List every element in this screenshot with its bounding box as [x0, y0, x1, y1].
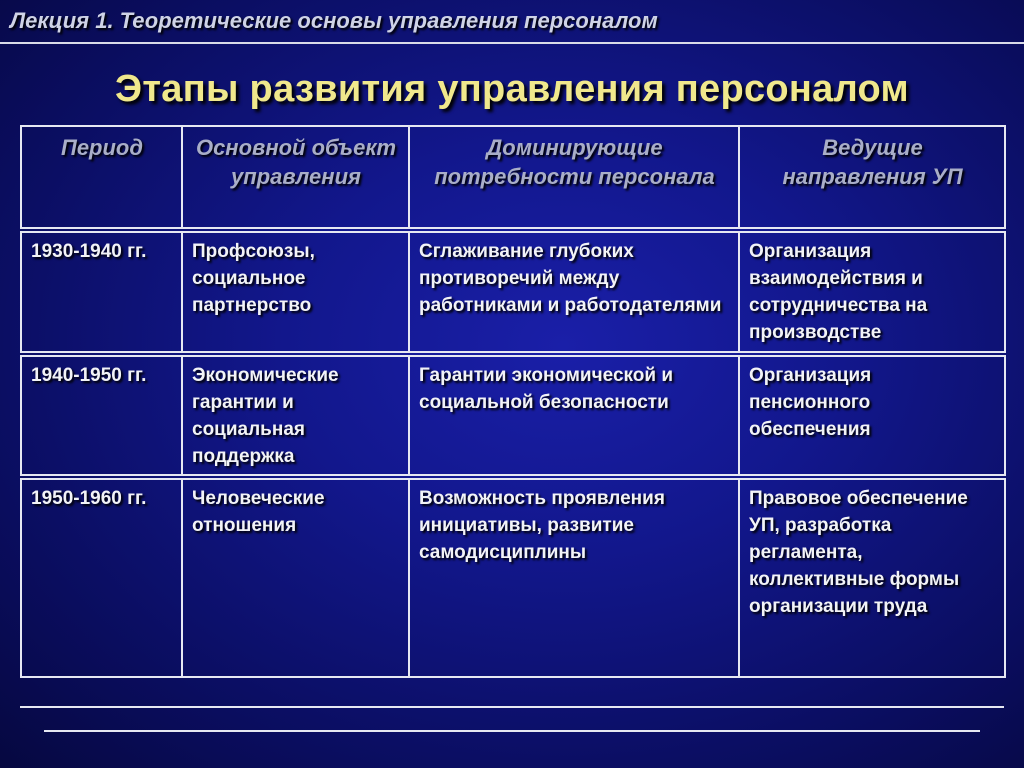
directions-cell: Организация пенсионного обеспечения — [739, 354, 1005, 477]
directions-cell: Организация взаимодействия и сотрудничества на производстве — [739, 230, 1005, 354]
column-header-needs: Доминирующие потребности персонала — [409, 126, 739, 230]
stages-table — [20, 125, 1006, 678]
header-divider — [0, 42, 1024, 44]
table-row — [21, 354, 1005, 477]
period-cell: 1930-1940 гг. — [21, 230, 182, 354]
column-header-period: Период — [21, 126, 182, 230]
table-header-row — [21, 126, 1005, 230]
object-cell: Профсоюзы, социальное партнерство — [182, 230, 409, 354]
object-cell: Человеческие отношения — [182, 477, 409, 677]
needs-cell: Возможность проявления инициативы, развитие самодисциплины — [409, 477, 739, 677]
column-header-directions: Ведущие направления УП — [739, 126, 1005, 230]
needs-cell: Сглаживание глубоких противоречий между работниками и работодателями — [409, 230, 739, 354]
period-cell: 1950-1960 гг. — [21, 477, 182, 677]
directions-cell: Правовое обеспечение УП, разработка регламента, коллективные формы организации труда — [739, 477, 1005, 677]
period-cell: 1940-1950 гг. — [21, 354, 182, 477]
footer-divider-lower — [44, 730, 980, 732]
table-row — [21, 230, 1005, 354]
object-cell: Экономические гарантии и социальная поддержка — [182, 354, 409, 477]
slide-title: Этапы развития управления персоналом — [115, 68, 909, 110]
table-row — [21, 477, 1005, 677]
lecture-title: Лекция 1. Теоретические основы управления персоналом — [10, 8, 658, 33]
needs-cell: Гарантии экономической и социальной безопасности — [409, 354, 739, 477]
footer-divider-upper — [20, 706, 1004, 708]
column-header-object: Основной объект управления — [182, 126, 409, 230]
